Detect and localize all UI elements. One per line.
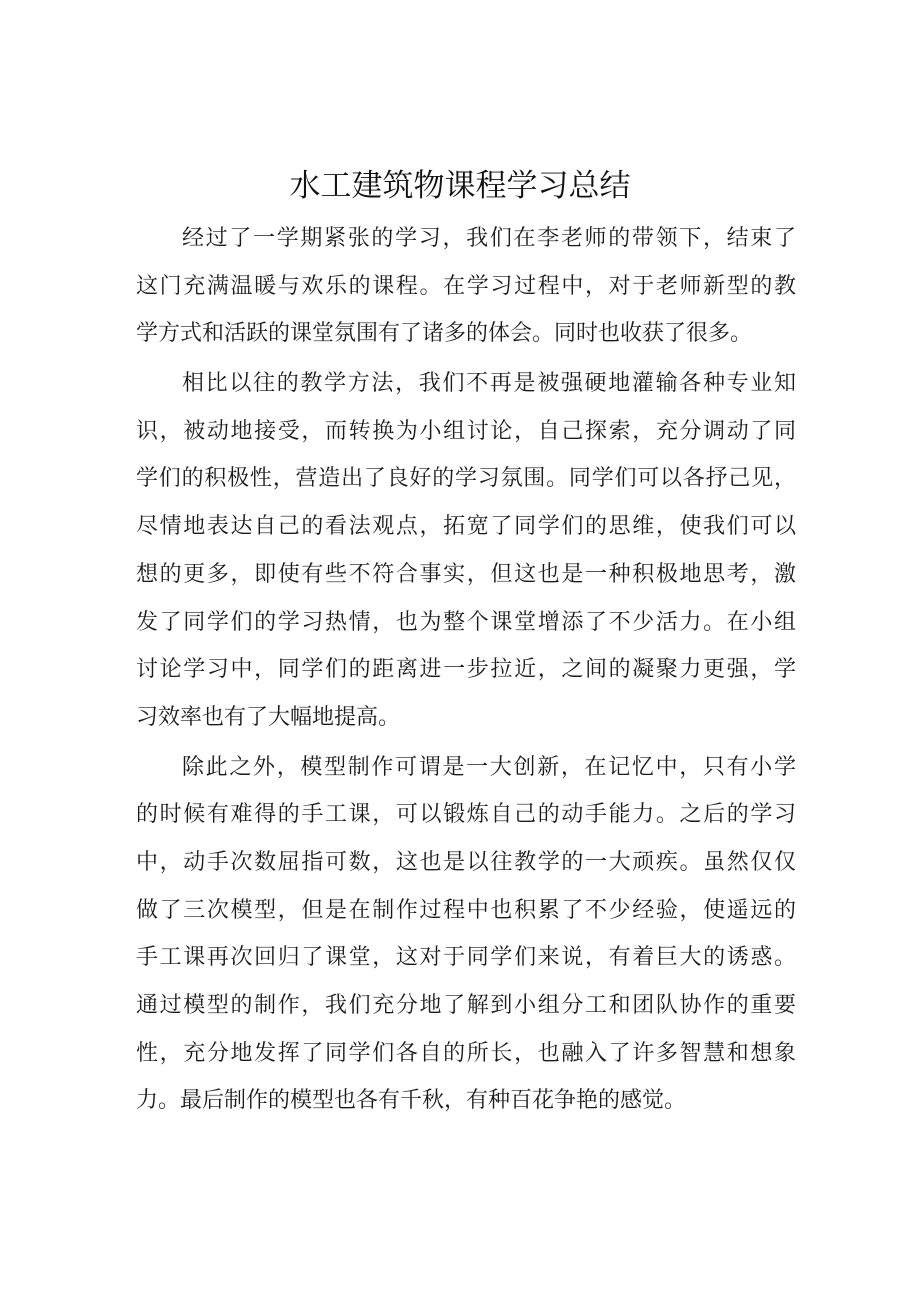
document-title: 水工建筑物课程学习总结 [289, 168, 631, 204]
paragraph-line: 做了三次模型，但是在制作过程中也积累了不少经验，使遥远的 [136, 897, 796, 923]
paragraph-line: 力。最后制作的模型也各有千秋，有种百花争艳的感觉。 [136, 1088, 687, 1114]
paragraph-line: 手工课再次回归了课堂，这对于同学们来说，有着巨大的诱惑。 [136, 945, 796, 971]
paragraph-3 [136, 744, 796, 1126]
paragraph-line: 相比以往的教学方法，我们不再是被强硬地灌输各种专业知 [182, 371, 796, 397]
paragraph-line: 这门充满温暖与欢乐的课程。在学习过程中，对于老师新型的教 [136, 273, 796, 299]
paragraph-2 [136, 360, 796, 742]
paragraph-line: 讨论学习中，同学们的距离进一步拉近，之间的凝聚力更强，学 [136, 657, 796, 683]
paragraph-line: 发了同学们的学习热情，也为整个课堂增添了不少活力。在小组 [136, 609, 796, 635]
paragraph-line: 中，动手次数屈指可数，这也是以往教学的一大顽疾。虽然仅仅 [136, 849, 796, 875]
paragraph-line: 学方式和活跃的课堂氛围有了诸多的体会。同时也收获了很多。 [136, 321, 753, 347]
paragraph-line: 的时候有难得的手工课，可以锻炼自己的动手能力。之后的学习 [136, 802, 796, 828]
paragraph-line: 想的更多，即使有些不符合事实，但这也是一种积极地思考，激 [136, 561, 796, 587]
paragraph-line: 经过了一学期紧张的学习，我们在李老师的带领下，结束了 [182, 226, 796, 251]
paragraph-1 [136, 215, 796, 358]
paragraph-line: 习效率也有了大幅地提高。 [136, 704, 401, 730]
paragraph-line: 识，被动地接受，而转换为小组讨论，自己探索，充分调动了同 [136, 418, 796, 444]
paragraph-line: 学们的积极性，营造出了良好的学习氛围。同学们可以各抒己见， [136, 466, 796, 492]
paragraph-line: 通过模型的制作，我们充分地了解到小组分工和团队协作的重要 [136, 993, 796, 1018]
document-body [136, 215, 796, 1127]
paragraph-line: 尽情地表达自己的看法观点，拓宽了同学们的思维，使我们可以 [136, 514, 796, 540]
paragraph-line: 除此之外，模型制作可谓是一大创新，在记忆中，只有小学 [182, 754, 796, 780]
paragraph-line: 性，充分地发挥了同学们各自的所长，也融入了许多智慧和想象 [136, 1040, 796, 1066]
